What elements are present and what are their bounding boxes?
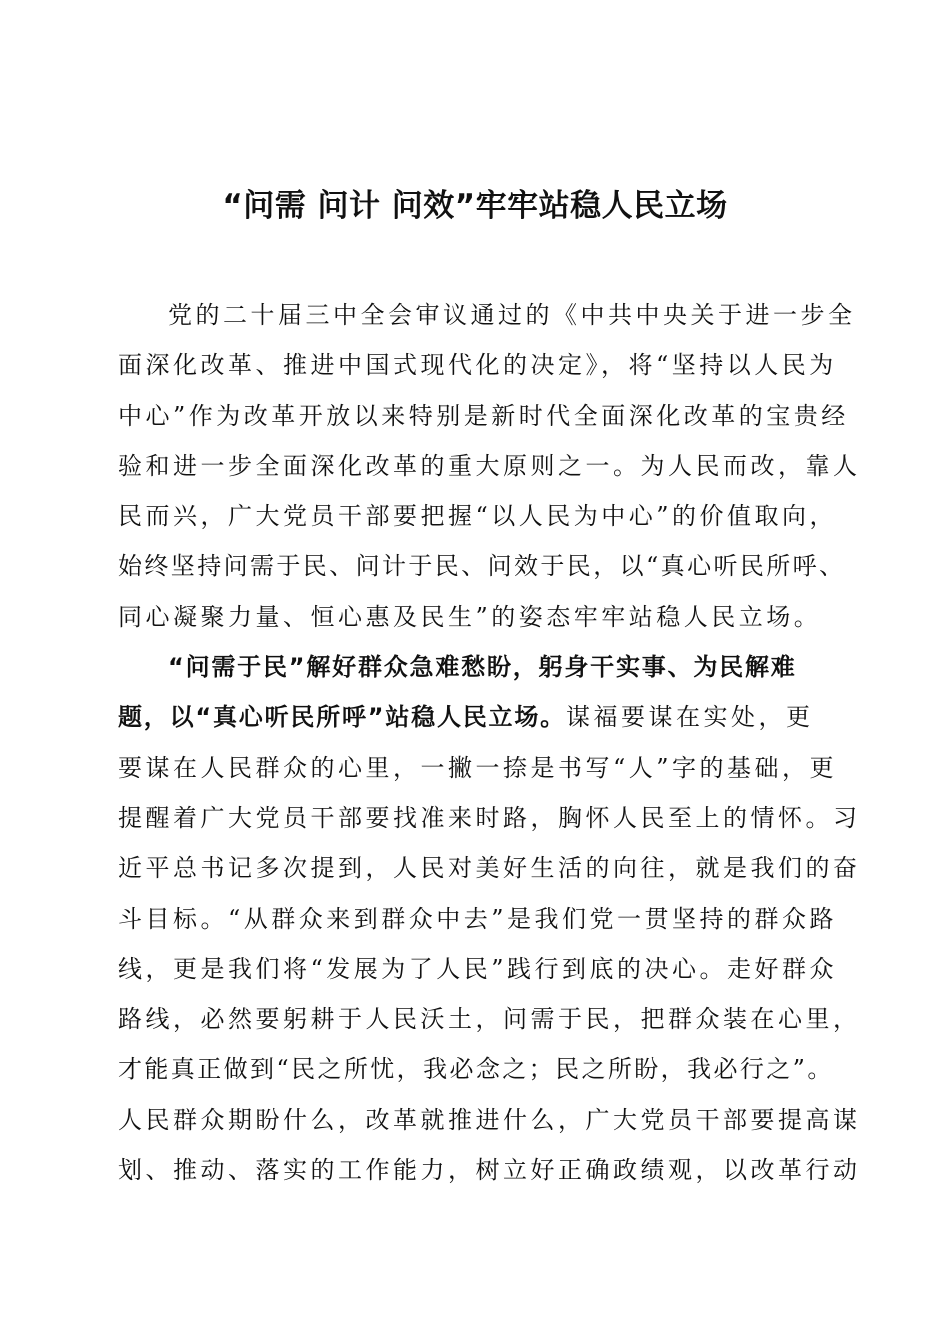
paragraph-line: 人民群众期盼什么，改革就推进什么，广大党员干部要提高谋 — [118, 1105, 861, 1134]
paragraph-line: 中心”作为改革开放以来特别是新时代全面深化改革的宝贵经 — [118, 401, 849, 430]
section-heading-line: “问需于民”解好群众急难愁盼，躬身干实事、为民解难 — [168, 653, 797, 682]
paragraph-text: 谋福要谋在实处，更 — [565, 703, 814, 732]
paragraph-line: 提醒着广大党员干部要找准来时路，胸怀人民至上的情怀。习 — [118, 803, 861, 832]
paragraph-line: 同心凝聚力量、恒心惠及民生”的姿态牢牢站稳人民立场。 — [118, 602, 822, 631]
paragraph-line: 要谋在人民群众的心里，一撇一捺是书写“人”字的基础，更 — [118, 753, 838, 782]
paragraph-line: 划、推动、落实的工作能力，树立好正确政绩观，以改革行动 — [118, 1156, 861, 1185]
page-title: “问需 问计 问效”牢牢站稳人民立场 — [222, 188, 728, 224]
paragraph-line: 验和进一步全面深化改革的重大原则之一。为人民而改，靠人 — [118, 451, 861, 480]
paragraph-line: 面深化改革、推进中国式现代化的决定》，将“坚持以人民为 — [118, 351, 837, 380]
section-heading-line-mixed — [118, 692, 838, 742]
document-body — [118, 290, 861, 1195]
paragraph-line: 始终坚持问需于民、问计于民、问效于民，以“真心听民所呼、 — [118, 552, 846, 581]
paragraph-line: 近平总书记多次提到，人民对美好生活的向往，就是我们的奋 — [118, 854, 861, 883]
paragraph-line: 路线，必然要躬耕于人民沃土，问需于民，把群众装在心里， — [118, 1005, 861, 1034]
paragraph-line: 党的二十届三中全会审议通过的《中共中央关于进一步全 — [168, 301, 856, 329]
paragraph-line: 斗目标。“从群众来到群众中去”是我们党一贯坚持的群众路 — [118, 904, 838, 933]
paragraph-line: 民而兴，广大党员干部要把握“以人民为中心”的价值取向， — [118, 502, 838, 531]
section-heading-text: 题，以“真心听民所呼”站稳人民立场。 — [118, 703, 566, 732]
paragraph-line: 线，更是我们将“发展为了人民”践行到底的决心。走好群众 — [118, 954, 838, 983]
paragraph-line: 才能真正做到“民之所忧，我必念之；民之所盼，我必行之”。 — [118, 1055, 834, 1084]
